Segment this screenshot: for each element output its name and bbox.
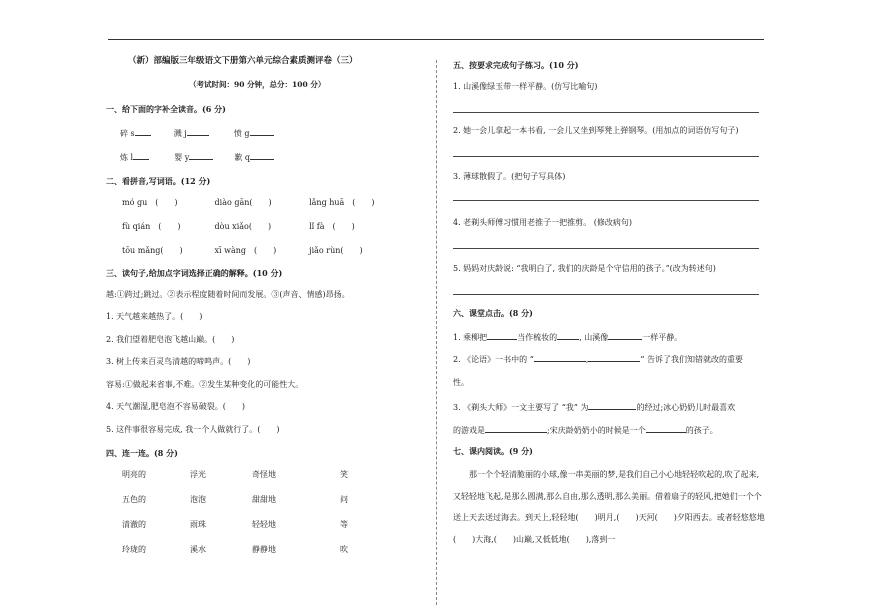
pinyin-word: lǎng huā ( ) <box>309 198 375 207</box>
match-word[interactable]: 浮光 <box>190 470 206 479</box>
pinyin-item: 愤 g <box>233 129 250 138</box>
answer-blank[interactable] <box>588 402 636 410</box>
pinyin-item: 炼 l <box>120 153 134 162</box>
answer-blank[interactable] <box>585 354 640 364</box>
column-divider <box>436 60 437 605</box>
match-row <box>122 470 348 480</box>
match-row <box>122 520 348 530</box>
answer-blank[interactable] <box>485 425 547 433</box>
sentence-task: 1. 山溪像绿玉带一样平静。(仿写比喻句) <box>453 82 598 91</box>
pinyin-word: mó gu ( ) <box>122 198 178 207</box>
match-row <box>122 495 348 505</box>
page-top-rule <box>108 39 764 40</box>
answer-blank[interactable] <box>534 354 586 362</box>
match-word[interactable]: 奇怪地 <box>252 470 276 479</box>
question-text: 的孩子。 <box>685 426 718 435</box>
answer-line[interactable] <box>453 200 759 201</box>
section6-heading: 六、课堂点击。(8 分) <box>453 308 533 318</box>
answer-line[interactable] <box>453 294 759 295</box>
pinyin-word: jiǎo rùn( ) <box>309 246 363 255</box>
question-text: 3. 《剃头大师》一文主要写了 “我” 为 <box>453 403 589 412</box>
match-word[interactable]: 吹 <box>340 545 348 554</box>
answer-blank[interactable] <box>487 332 517 340</box>
pinyin-word: fù qián ( ) <box>122 222 181 231</box>
sentence-task: 4. 老剃头师傅习惯用老推子一把推剪。 (修改病句) <box>453 218 632 227</box>
question-text: 的游戏是 <box>453 426 485 435</box>
exam-info: （考试时间：90 分钟，总分：100 分） <box>189 80 326 89</box>
answer-line[interactable] <box>453 156 759 157</box>
fill-question-2 <box>453 354 743 365</box>
answer-blank[interactable] <box>187 128 209 136</box>
section3-heading: 三、读句子,给加点字词选择正确的解释。(10 分) <box>106 268 283 278</box>
question-text: 1. 乘柳把 <box>453 333 488 342</box>
match-row <box>122 545 348 555</box>
fill-question-2-cont: 性。 <box>453 378 469 387</box>
pinyin-word: diào gān( ) <box>214 198 272 207</box>
match-word[interactable]: 明亮的 <box>122 470 146 479</box>
match-word[interactable]: 泡泡 <box>190 495 206 504</box>
page-title: （新）部编版三年级语文下册第六单元综合素质测评卷（三） <box>128 56 358 66</box>
answer-blank[interactable] <box>133 152 149 160</box>
pinyin-word: lǐ fà ( ) <box>309 222 355 231</box>
question-item: 2. 我们望着肥皂泡飞越山巅。( ) <box>106 335 235 344</box>
pinyin-row-1 <box>120 128 274 139</box>
question-text: 当作梳妆的 <box>517 333 558 342</box>
question-text: 的经过;冰心奶奶儿时最喜欢 <box>636 403 736 412</box>
answer-blank[interactable] <box>646 425 686 433</box>
question-item: 3. 树上传来百灵鸟清越的啼鸣声。( ) <box>106 357 251 366</box>
reading-passage: 那一个个轻清脆丽的小球,像一串美丽的梦,是我们自己小心地轻轻吹起的,吹了起来,又轻轻地飞起,是那么圆满,那么自由,那么透明,那么美丽。借着扇子的轻风,把她们一个个送上天去送过海去。到天上,轻轻地( )明月,( )天河( )夕阳西去。或者轻悠悠地( )大海,( )山巅,又低低地( ),落到一 <box>453 470 765 544</box>
section5-heading: 五、按要求完成句子练习。(10 分) <box>453 60 579 70</box>
match-word[interactable]: 等 <box>340 520 348 529</box>
question-text: 一样平静。 <box>642 333 683 342</box>
pinyin-row-2 <box>120 152 274 163</box>
answer-line[interactable] <box>453 112 759 113</box>
pinyin-word: xī wàng ( ) <box>214 246 277 255</box>
match-word[interactable]: 雨珠 <box>190 520 206 529</box>
match-word[interactable]: 清澈的 <box>122 520 146 529</box>
match-word[interactable]: 笑 <box>340 470 348 479</box>
word-row-1 <box>122 198 375 208</box>
pinyin-word: dòu xiǎo( ) <box>214 222 272 231</box>
answer-blank[interactable] <box>608 332 642 340</box>
answer-line[interactable] <box>453 248 759 249</box>
question-text: , <box>585 355 589 364</box>
answer-blank[interactable] <box>557 332 579 340</box>
match-word[interactable]: 甜甜地 <box>252 495 276 504</box>
question-text: 2. 《论语》一书中的 “ <box>453 355 534 364</box>
pinyin-item: 溅 j <box>173 129 187 138</box>
word-row-3 <box>122 246 363 256</box>
question-item: 5. 这件事很容易完成, 我一个人做就行了。( ) <box>106 425 280 434</box>
question-text: ;宋庆龄奶奶小的时候是一个 <box>547 426 646 435</box>
sentence-task: 2. 她一会儿拿起一本书看, 一会儿又坐到琴凳上弹钢琴。(用加点的词语仿写句子) <box>453 126 739 135</box>
answer-blank[interactable] <box>189 152 213 160</box>
definition-yue: 越:①跨过;跳过。②表示程度随着时间而发展。③(声音、情感)昂扬。 <box>106 290 350 299</box>
answer-blank[interactable] <box>250 128 274 136</box>
fill-question-3-cont <box>453 425 718 436</box>
match-word[interactable]: 轻轻地 <box>252 520 276 529</box>
section1-heading: 一、给下面的字补全读音。(6 分) <box>106 104 226 114</box>
answer-blank[interactable] <box>135 128 151 136</box>
question-item: 1. 天气越来越热了。( ) <box>106 312 203 321</box>
question-item: 4. 天气潮湿,肥皂泡不容易破裂。( ) <box>106 402 245 411</box>
section7-heading: 七、课内阅读。(9 分) <box>453 446 533 456</box>
pinyin-word: tōu mǎng( ) <box>122 246 183 255</box>
word-row-2 <box>122 222 355 232</box>
pinyin-item: 碎 s <box>120 129 135 138</box>
pinyin-item: 婴 y <box>174 153 190 162</box>
match-word[interactable]: 玲珑的 <box>122 545 146 554</box>
fill-question-1 <box>453 332 682 343</box>
match-word[interactable]: 静静地 <box>252 545 276 554</box>
sentence-task: 5. 妈妈对庆龄说: “我明白了, 我们的庆龄是个守信用的孩子。”(改为转述句) <box>453 264 716 273</box>
sentence-task: 3. 薄球散假了。(把句子写具体) <box>453 172 566 181</box>
match-word[interactable]: 问 <box>340 495 348 504</box>
question-text: ” 告诉了我们知错就改的重要 <box>640 355 743 364</box>
pinyin-item: 歉 q <box>234 153 251 162</box>
section4-heading: 四、连一连。(8 分) <box>106 448 178 458</box>
question-text: , 山溪像 <box>579 333 609 342</box>
match-word[interactable]: 五色的 <box>122 495 146 504</box>
definition-rongyi: 容易:①做起来省事,不难。②发生某种变化的可能性大。 <box>106 380 304 389</box>
fill-question-3 <box>453 402 735 413</box>
section2-heading: 二、看拼音,写词语。(12 分) <box>106 176 211 186</box>
answer-blank[interactable] <box>250 152 274 160</box>
match-word[interactable]: 溪水 <box>190 545 206 554</box>
